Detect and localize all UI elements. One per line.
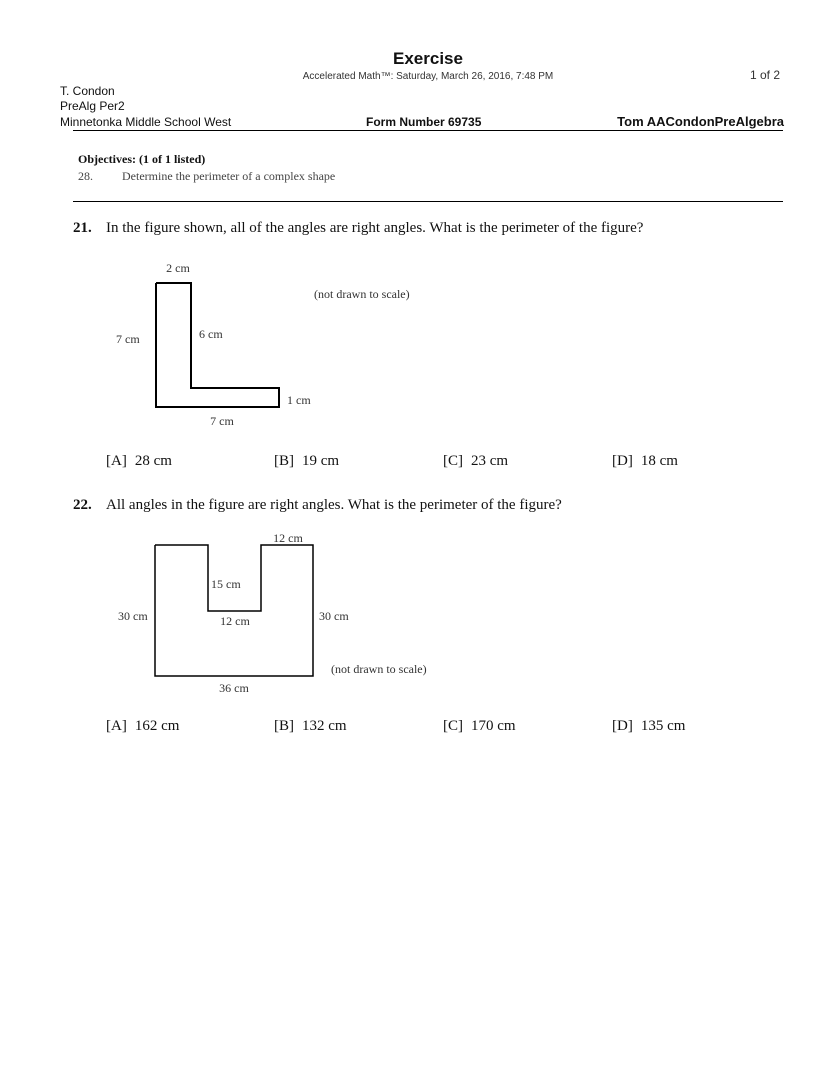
question-21-number: 21. <box>73 220 92 236</box>
l-shape <box>156 283 279 407</box>
label-12cm-top: 12 cm <box>273 531 303 545</box>
page-title: Exercise <box>393 49 463 68</box>
q21-choice-a[interactable]: [A] 28 cm <box>106 453 172 469</box>
label-6cm: 6 cm <box>199 327 223 341</box>
question-22-text: All angles in the figure are right angles. What is the perimeter of the figure? <box>106 497 562 513</box>
page-number: 1 of 2 <box>749 68 780 82</box>
question-21-text: In the figure shown, all of the angles are right angles. What is the perimeter of the figure? <box>106 220 644 236</box>
q21-choice-d[interactable]: [D] 18 cm <box>612 453 678 469</box>
not-to-scale-note: (not drawn to scale) <box>314 287 410 301</box>
objective-number: 28. <box>78 169 93 183</box>
label-1cm: 1 cm <box>287 393 311 407</box>
objectives-divider <box>73 201 783 202</box>
student-name: Tom AACondonPreAlgebra <box>617 114 784 129</box>
label-15cm: 15 cm <box>211 577 241 591</box>
teacher-name: T. Condon <box>60 84 115 98</box>
page-subtitle: Accelerated Math™: Saturday, March 26, 2016, 7:48 PM <box>302 71 554 82</box>
q22-choice-a[interactable]: [A] 162 cm <box>106 718 180 734</box>
q22-choice-c[interactable]: [C] 170 cm <box>443 718 516 734</box>
label-7cm-bottom: 7 cm <box>210 414 234 428</box>
label-12cm-notch: 12 cm <box>220 614 250 628</box>
label-30cm-right: 30 cm <box>319 609 349 623</box>
question-22-figure <box>100 525 460 700</box>
question-21-figure <box>100 255 460 440</box>
label-30cm-left: 30 cm <box>118 609 148 623</box>
u-shape <box>155 545 313 676</box>
q22-choice-d[interactable]: [D] 135 cm <box>612 718 686 734</box>
form-number: Form Number 69735 <box>366 115 482 129</box>
class-name: PreAlg Per2 <box>60 99 125 113</box>
objective-text: Determine the perimeter of a complex shape <box>122 169 336 183</box>
q21-choice-c[interactable]: [C] 23 cm <box>443 453 509 469</box>
header-divider <box>73 130 783 131</box>
question-22-number: 22. <box>73 497 92 513</box>
school-name: Minnetonka Middle School West <box>60 115 232 129</box>
label-2cm: 2 cm <box>166 261 190 275</box>
q22-choice-b[interactable]: [B] 132 cm <box>274 718 347 734</box>
q21-choice-b[interactable]: [B] 19 cm <box>274 453 340 469</box>
objectives-heading: Objectives: (1 of 1 listed) <box>78 152 206 166</box>
not-to-scale-note: (not drawn to scale) <box>331 662 427 676</box>
label-7cm-left: 7 cm <box>116 332 140 346</box>
label-36cm: 36 cm <box>219 681 249 695</box>
